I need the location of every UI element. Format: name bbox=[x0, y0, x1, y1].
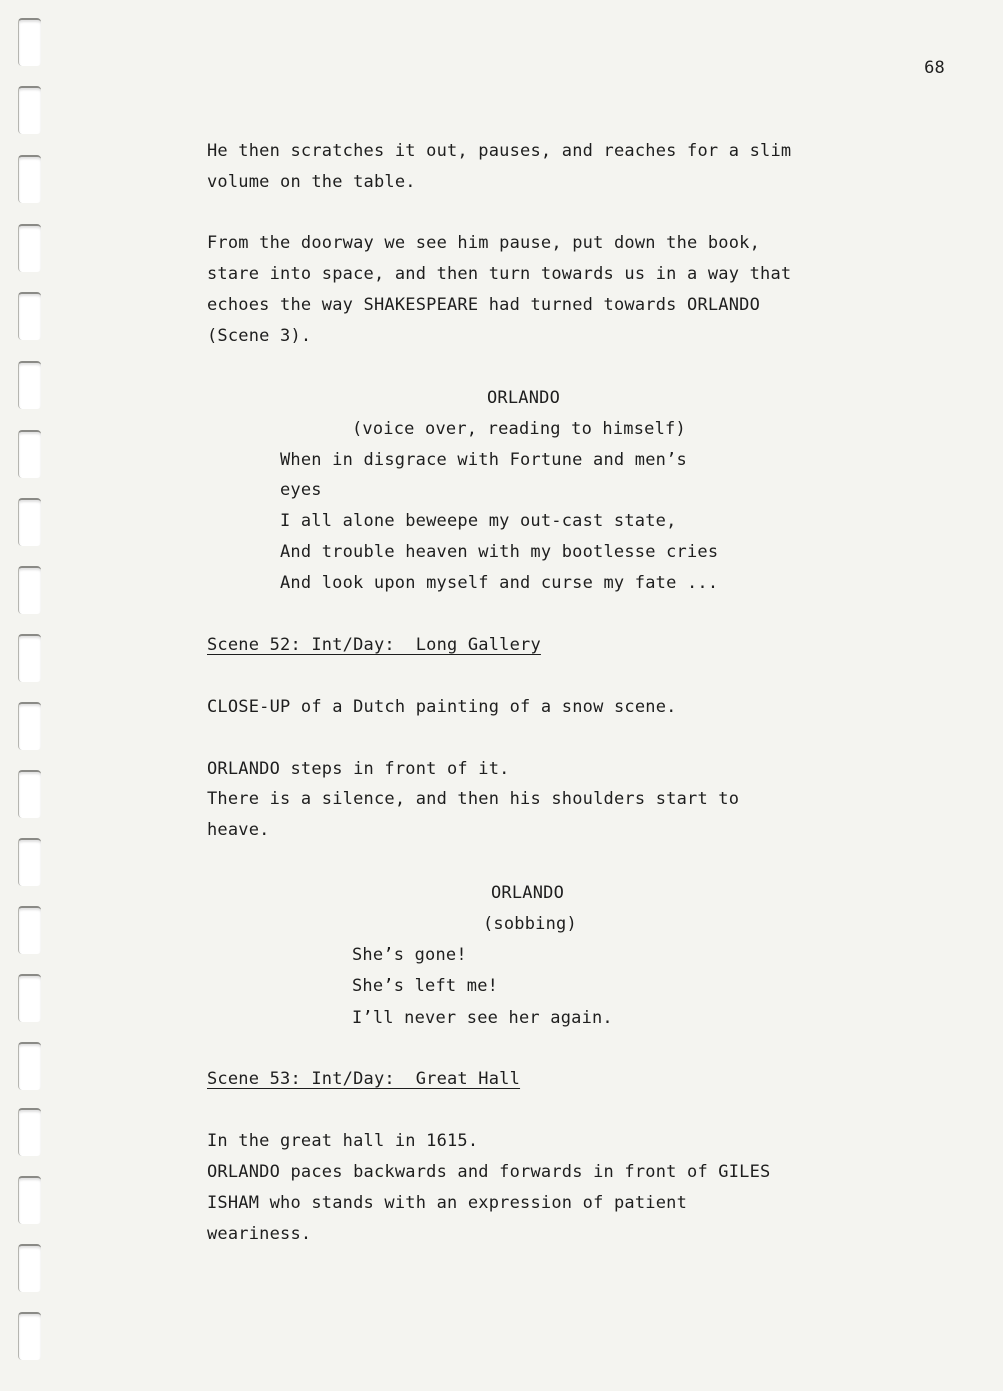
action-line: volume on the table. bbox=[207, 172, 416, 192]
page-number: 68 bbox=[924, 58, 945, 78]
binding-hole bbox=[18, 1312, 41, 1360]
dialogue-line: She’s left me! bbox=[352, 976, 499, 996]
action-line: There is a silence, and then his shoulders start to bbox=[207, 789, 740, 809]
binding-hole bbox=[18, 1176, 41, 1224]
binding-hole bbox=[18, 361, 41, 409]
action-line: CLOSE-UP of a Dutch painting of a snow scene. bbox=[207, 697, 677, 717]
scene-heading: Scene 53: Int/Day: Great Hall bbox=[207, 1069, 521, 1089]
binding-hole bbox=[18, 1108, 41, 1156]
binding-hole bbox=[18, 224, 41, 272]
action-line: ISHAM who stands with an expression of patient bbox=[207, 1193, 688, 1213]
binding-hole bbox=[18, 155, 41, 203]
action-line: ORLANDO steps in front of it. bbox=[207, 759, 510, 779]
dialogue-line: eyes bbox=[280, 480, 322, 500]
binding-hole bbox=[18, 498, 41, 546]
binding-hole bbox=[18, 292, 41, 340]
binding-hole bbox=[18, 1042, 41, 1090]
action-line: ORLANDO paces backwards and forwards in front of GILES bbox=[207, 1162, 771, 1182]
action-line: He then scratches it out, pauses, and reaches for a slim bbox=[207, 141, 792, 161]
character-name: ORLANDO bbox=[491, 883, 565, 903]
dialogue-line: I’ll never see her again. bbox=[352, 1008, 613, 1028]
binding-hole bbox=[18, 634, 41, 682]
binding-hole bbox=[18, 906, 41, 954]
dialogue-line: I all alone beweepe my out-cast state, bbox=[280, 511, 677, 531]
dialogue-line: She’s gone! bbox=[352, 945, 467, 965]
action-line: echoes the way SHAKESPEARE had turned towards ORLANDO bbox=[207, 295, 761, 315]
binding-hole bbox=[18, 770, 41, 818]
binding-hole bbox=[18, 974, 41, 1022]
binding-hole bbox=[18, 18, 41, 66]
binding-hole bbox=[18, 702, 41, 750]
action-line: weariness. bbox=[207, 1224, 312, 1244]
action-line: stare into space, and then turn towards us in a way that bbox=[207, 264, 792, 284]
action-line: In the great hall in 1615. bbox=[207, 1131, 479, 1151]
binding-holes bbox=[0, 0, 60, 1391]
binding-hole bbox=[18, 838, 41, 886]
character-name: ORLANDO bbox=[487, 388, 561, 408]
binding-hole bbox=[18, 1244, 41, 1292]
parenthetical: (voice over, reading to himself) bbox=[352, 419, 686, 439]
binding-hole bbox=[18, 566, 41, 614]
dialogue-line: And look upon myself and curse my fate ... bbox=[280, 573, 719, 593]
parenthetical: (sobbing) bbox=[483, 914, 577, 934]
dialogue-line: And trouble heaven with my bootlesse cries bbox=[280, 542, 719, 562]
binding-hole bbox=[18, 430, 41, 478]
action-line: From the doorway we see him pause, put down the book, bbox=[207, 233, 761, 253]
scene-heading: Scene 52: Int/Day: Long Gallery bbox=[207, 635, 541, 655]
action-line: (Scene 3). bbox=[207, 326, 312, 346]
dialogue-line: When in disgrace with Fortune and men’s bbox=[280, 450, 687, 470]
action-line: heave. bbox=[207, 820, 270, 840]
binding-hole bbox=[18, 86, 41, 134]
